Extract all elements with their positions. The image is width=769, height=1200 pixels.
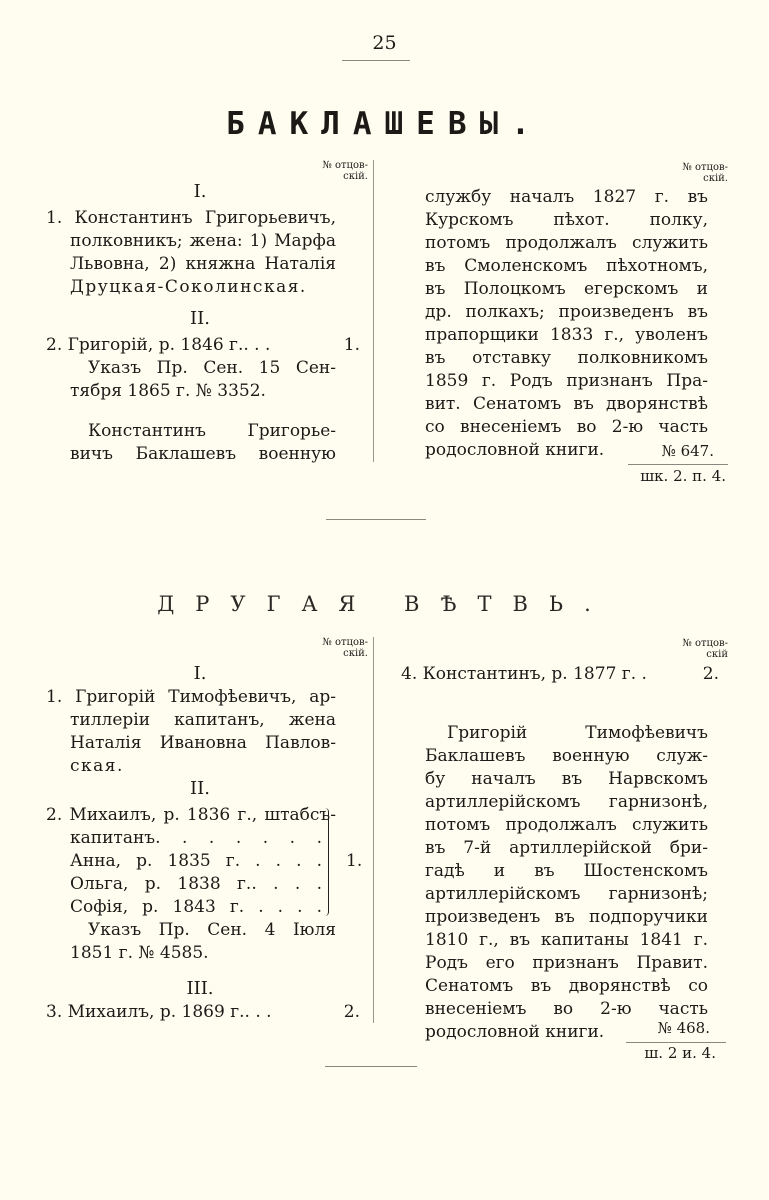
section2-entry-3: 3. Михаилъ, р. 1869 г.. . . 2. — [46, 1002, 360, 1022]
siblings-brace — [322, 808, 329, 916]
section2-entry-4: 4. Константинъ, р. 1877 г. . 2. — [401, 664, 719, 684]
section1-narrative-left: Константинъ Григорье- вичъ Баклашевъ военную — [70, 421, 336, 464]
section2-col-header-right: № отцов- скій — [682, 638, 728, 660]
section2-entry-2-father-number: 1. — [346, 851, 363, 871]
section1-entry-1: 1. Константинъ Григорьевичъ, полковникъ; жена: 1) Марфа Львовна, 2) княжна Наталія Друцкая-Соколинская. — [46, 208, 336, 297]
section1-reference-location: шк. 2. п. 4. — [640, 467, 726, 485]
father-number: 2. — [702, 664, 719, 684]
section2-title: ДРУГАЯ ВѢТВЬ. — [157, 592, 612, 616]
section2-entry-1: 1. Григорій Тимофѣевичъ, ар- тиллеріи капитанъ, жена Наталія Ивановна Павлов- ская. — [46, 687, 336, 776]
father-number: 1. — [343, 335, 360, 355]
section1-generation-2: II. — [190, 308, 210, 329]
section1-title: БАКЛАШЕВЫ. — [226, 106, 543, 142]
father-number: 2. — [343, 1002, 360, 1022]
section1-generation-1: I. — [193, 181, 207, 202]
section2-column-divider — [373, 637, 374, 1023]
section2-generation-2: II. — [190, 778, 210, 799]
section1-narrative-right: службу началъ 1827 г. въ Курскомъ пѣхот. полку, потомъ продолжалъ служить въ Смоленскомъ пѣхотномъ, въ Полоцкомъ егерскомъ и др. полкахъ; произведенъ въ прапорщики 1833 г., уволенъ въ отставку полковникомъ 1859 г. Родъ признанъ Пра- вит. Сенатомъ въ дворянствѣ со внесеніемъ во 2-ю часть родословной книги. — [425, 187, 708, 460]
end-rule — [325, 1066, 417, 1067]
section2-reference-location: ш. 2 и. 4. — [644, 1044, 716, 1062]
section1-col-header-left: № отцов- скій. — [322, 160, 368, 182]
section1-column-divider — [373, 160, 374, 462]
section1-entry-2: 2. Григорій, р. 1846 г.. . . 1. Указъ Пр. Сен. 15 Сен- тября 1865 г. № 3352. — [46, 335, 360, 401]
section-separator-rule — [326, 519, 426, 520]
section2-col-header-left: № отцов- скій. — [322, 637, 368, 659]
section1-col-header-right: № отцов- скій. — [682, 162, 728, 184]
section1-reference-number: № 647. — [661, 442, 714, 460]
section2-generation-3: III. — [186, 978, 214, 999]
section2-entry-2-decree: Указъ Пр. Сен. 4 Іюля 1851 г. № 4585. — [70, 920, 336, 963]
section2-narrative-right: Григорій Тимофѣевичъ Баклашевъ военную служ- бу началъ въ Нарвскомъ артиллерійскомъ гарнизонѣ, потомъ продолжалъ служить въ 7-й артиллерійской бри- гадѣ и въ Шостенскомъ артиллерійскомъ гарнизонѣ; произведенъ въ подпоручики 1810 г., въ капитаны 1841 г. Родъ его признанъ Правит. Сенатомъ въ дворянствѣ со внесеніемъ во 2-ю часть родословной книги. — [425, 723, 708, 1042]
page-number: 25 — [372, 32, 397, 54]
section2-entry-2: 2. Михаилъ, р. 1836 г., штабсъ- капитанъ. . . . . . . Анна, р. 1835 г. . . . . Ольга, р. 1838 г.. . . . Софія, р. 1843 г. . . . . — [46, 805, 336, 917]
section2-generation-1: I. — [193, 663, 207, 684]
section2-reference-number: № 468. — [657, 1019, 710, 1037]
page-number-rule — [342, 60, 410, 61]
